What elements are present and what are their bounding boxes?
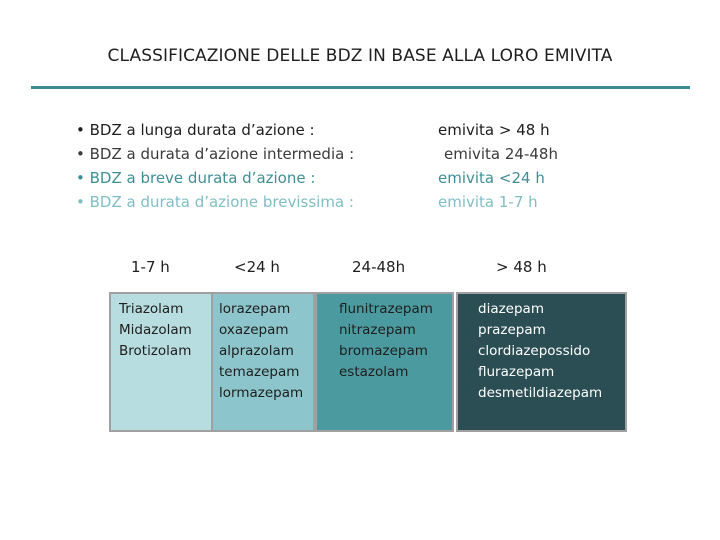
bullet-intermediate-duration: • BDZ a durata d’azione intermedia : <box>76 145 355 163</box>
halflife-list <box>438 118 638 214</box>
drug-item: nitrazepam <box>339 322 416 338</box>
bullet-very-short-duration: • BDZ a durata d’azione brevissima : <box>76 193 354 211</box>
drug-box-lt24h <box>211 292 315 432</box>
halflife-very-short: emivita 1-7 h <box>438 193 538 211</box>
bullet-long-duration: • BDZ a lunga durata d’azione : <box>76 121 315 139</box>
drug-item: oxazepam <box>219 322 289 338</box>
drug-item: desmetildiazepam <box>478 385 603 401</box>
column-header-lt24h: <24 h <box>234 258 280 276</box>
drug-item: lormazepam <box>219 385 304 401</box>
drug-item: bromazepam <box>339 343 428 359</box>
column-header-24-48h: 24-48h <box>352 258 406 276</box>
bullet-short-duration: • BDZ a breve durata d’azione : <box>76 169 316 187</box>
drug-item: Brotizolam <box>119 343 192 359</box>
halflife-short: emivita <24 h <box>438 169 545 187</box>
drug-item: lorazepam <box>219 301 291 317</box>
drug-item: Midazolam <box>119 322 192 338</box>
bdz-duration-list <box>76 118 436 214</box>
drug-item: flunitrazepam <box>339 301 433 317</box>
drug-item: temazepam <box>219 364 300 380</box>
drug-item: diazepam <box>478 301 544 317</box>
halflife-long: emivita > 48 h <box>438 121 550 139</box>
drug-item: estazolam <box>339 364 409 380</box>
drug-item: flurazepam <box>478 364 555 380</box>
title-divider <box>31 86 690 89</box>
drug-box-gt48h <box>456 292 627 432</box>
drug-item: Triazolam <box>119 301 184 317</box>
drug-item: clordiazepossido <box>478 343 591 359</box>
slide-title: CLASSIFICAZIONE DELLE BDZ IN BASE ALLA LORO EMIVITA <box>107 46 613 66</box>
drug-box-24-48h <box>315 292 454 432</box>
drug-item: prazepam <box>478 322 546 338</box>
halflife-intermediate: emivita 24-48h <box>444 145 558 163</box>
column-header-1-7h: 1-7 h <box>131 258 170 276</box>
column-header-gt48h: > 48 h <box>496 258 547 276</box>
drug-box-1-7h <box>109 292 213 432</box>
drug-item: alprazolam <box>219 343 294 359</box>
